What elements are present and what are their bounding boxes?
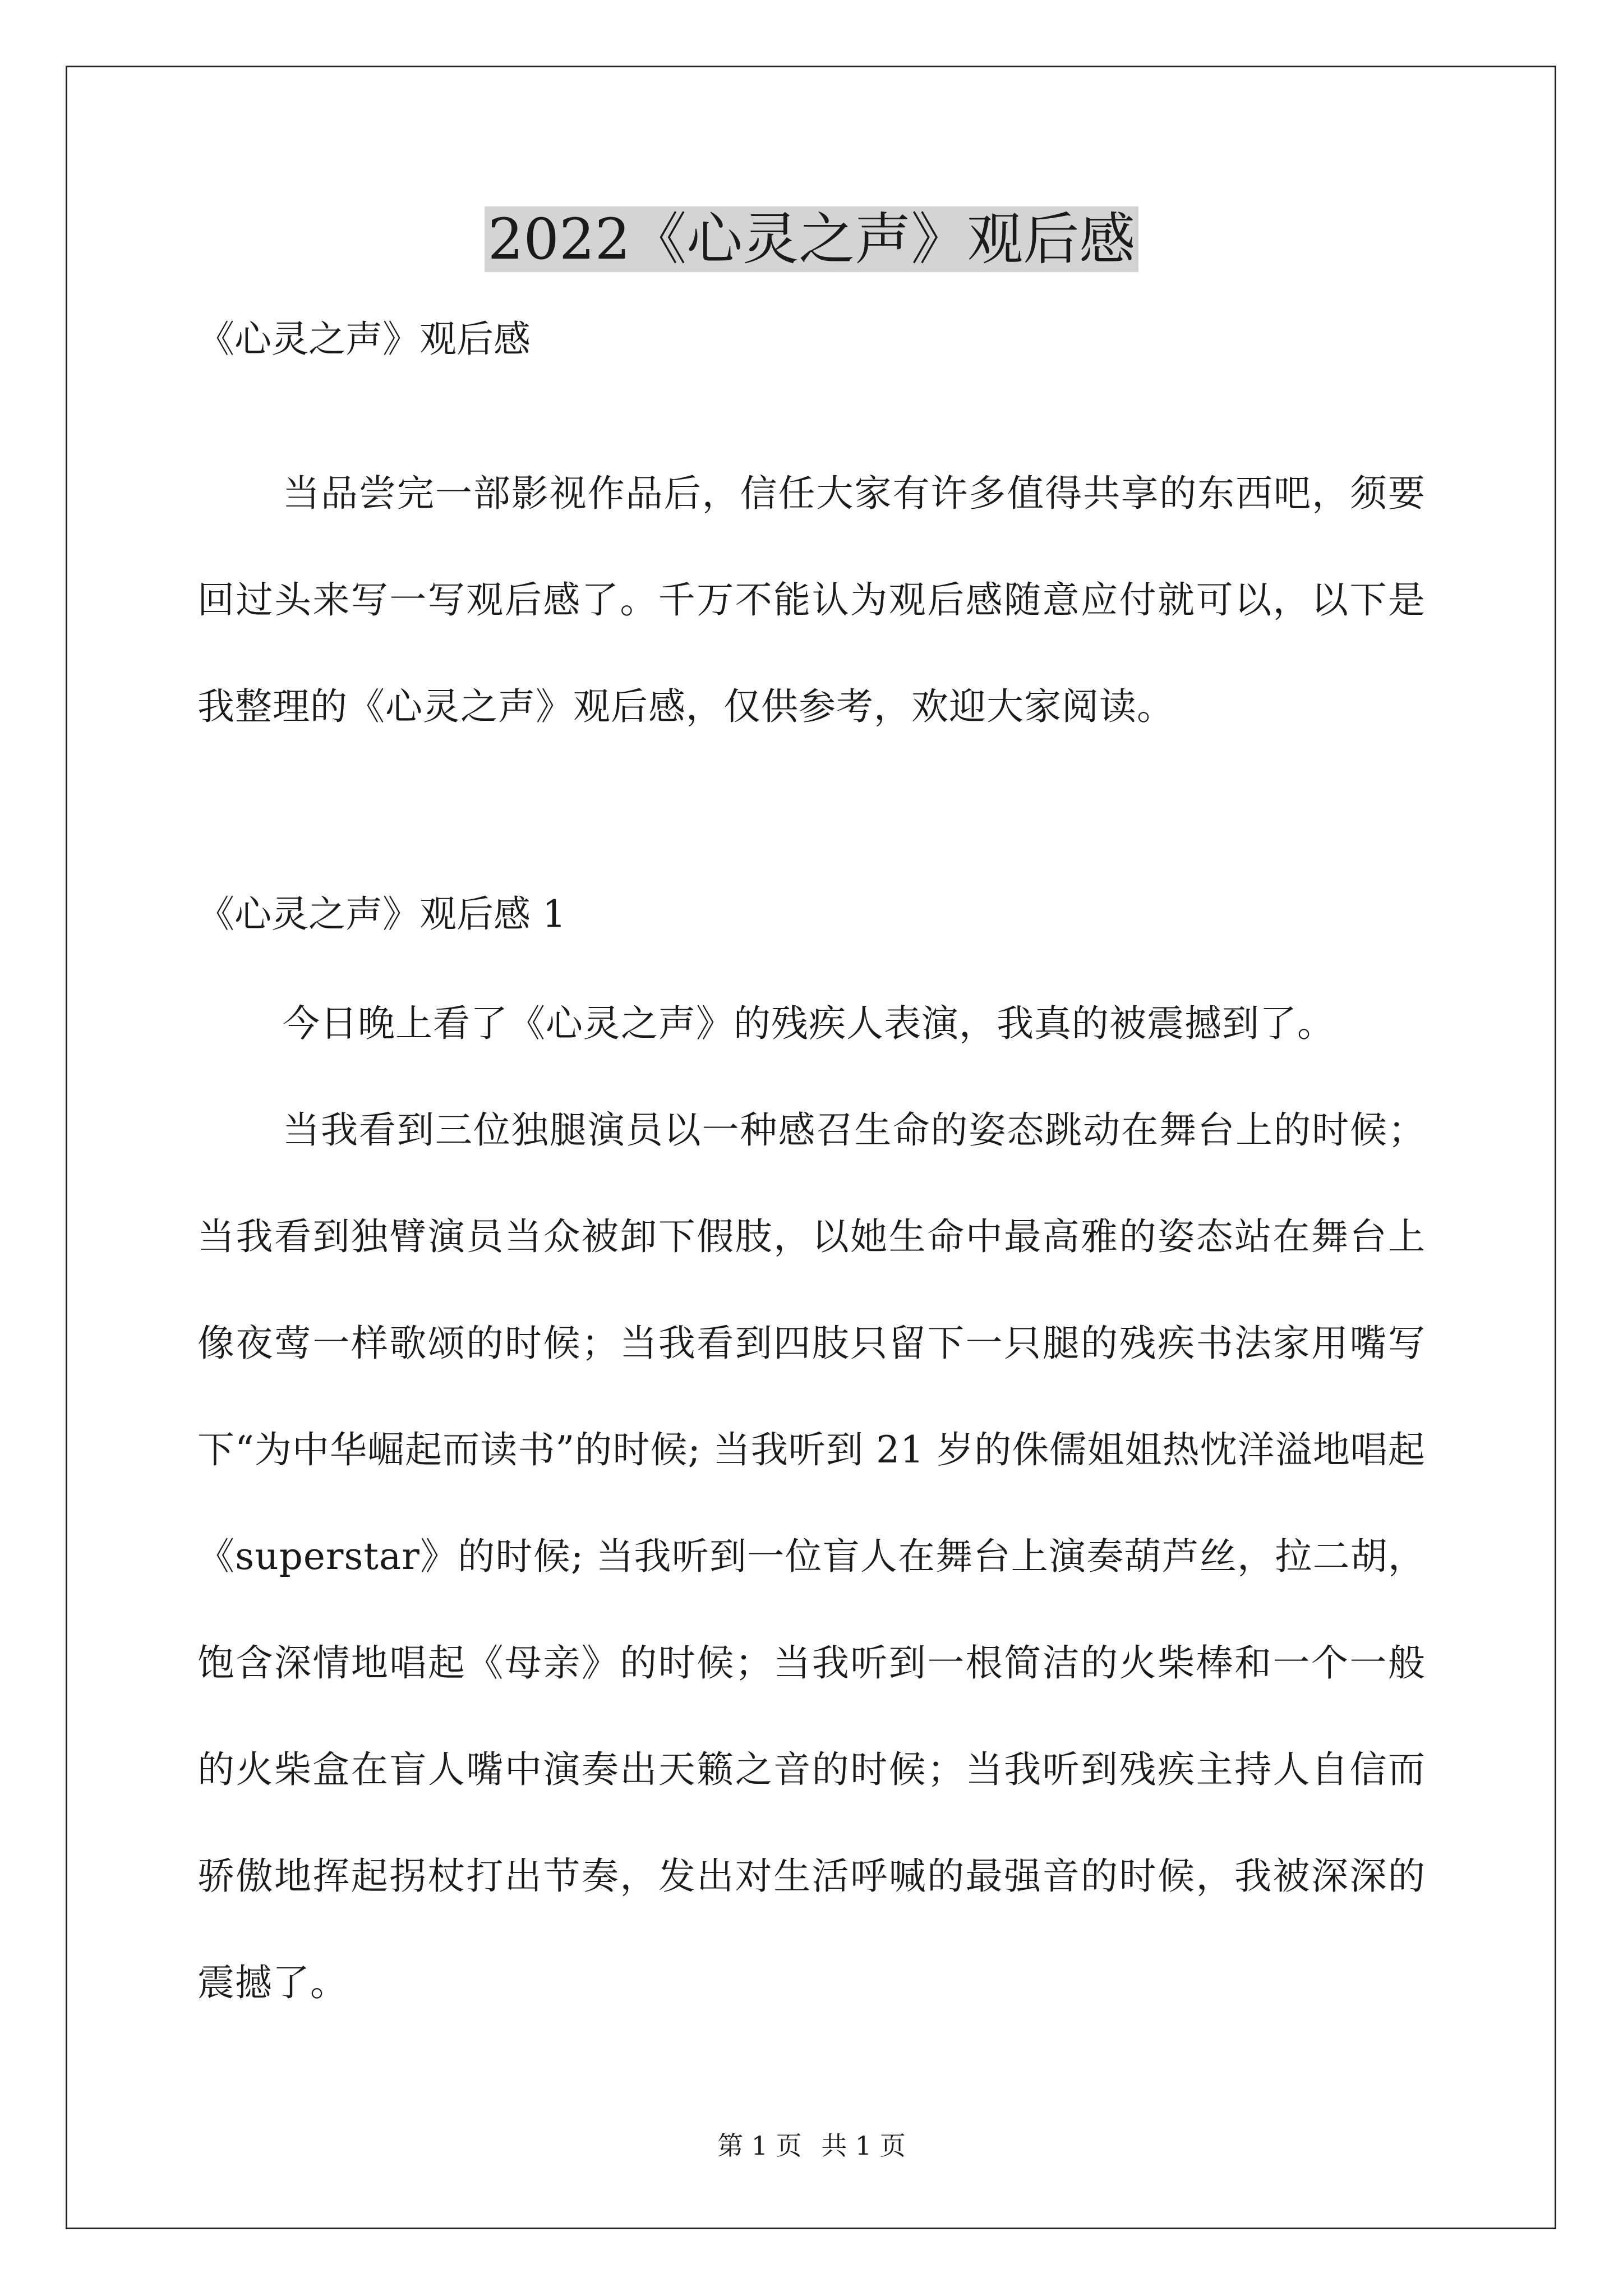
page-total: 共 1 页 <box>821 2131 906 2161</box>
page-footer <box>0 2129 1623 2162</box>
body-paragraph-2: 当我看到三位独腿演员以一种感召生命的姿态跳动在舞台上的时候；当我看到独臂演员当众被卸下假肢，以她生命中最高雅的姿态站在舞台上像夜莺一样歌颂的时候；当我看到四肢只留下一只腿的残疾书法家用嘴写下“为中华崛起而读书”的时候; 当我听到 21 岁的侏儒姐姐热忱洋溢地唱起《superstar》的时候; 当我听到一位盲人在舞台上演奏葫芦丝，拉二胡，饱含深情地唱起《母亲》的时候；当我听到一根简洁的火柴棒和一个一般的火柴盒在盲人嘴中演奏出天籁之音的时候；当我听到残疾主持人自信而骄傲地挥起拐杖打出节奏，发出对生活呼喊的最强音的时候，我被深深的震撼了。 <box>197 1108 1426 2004</box>
document-subtitle: 《心灵之声》观后感 <box>197 318 531 361</box>
document-title <box>0 197 1623 282</box>
body-paragraph-1: 今日晚上看了《心灵之声》的残疾人表演，我真的被震撼到了。 <box>283 1002 1335 1045</box>
page-number: 第 1 页 <box>717 2131 802 2161</box>
document-title-text: 2022《心灵之声》观后感 <box>485 206 1139 272</box>
section-heading: 《心灵之声》观后感 1 <box>197 892 566 936</box>
intro-paragraph: 当品尝完一部影视作品后，信任大家有许多值得共享的东西吧，须要回过头来写一写观后感了。千万不能认为观后感随意应付就可以，以下是我整理的《心灵之声》观后感，仅供参考，欢迎大家阅读。 <box>197 472 1426 728</box>
